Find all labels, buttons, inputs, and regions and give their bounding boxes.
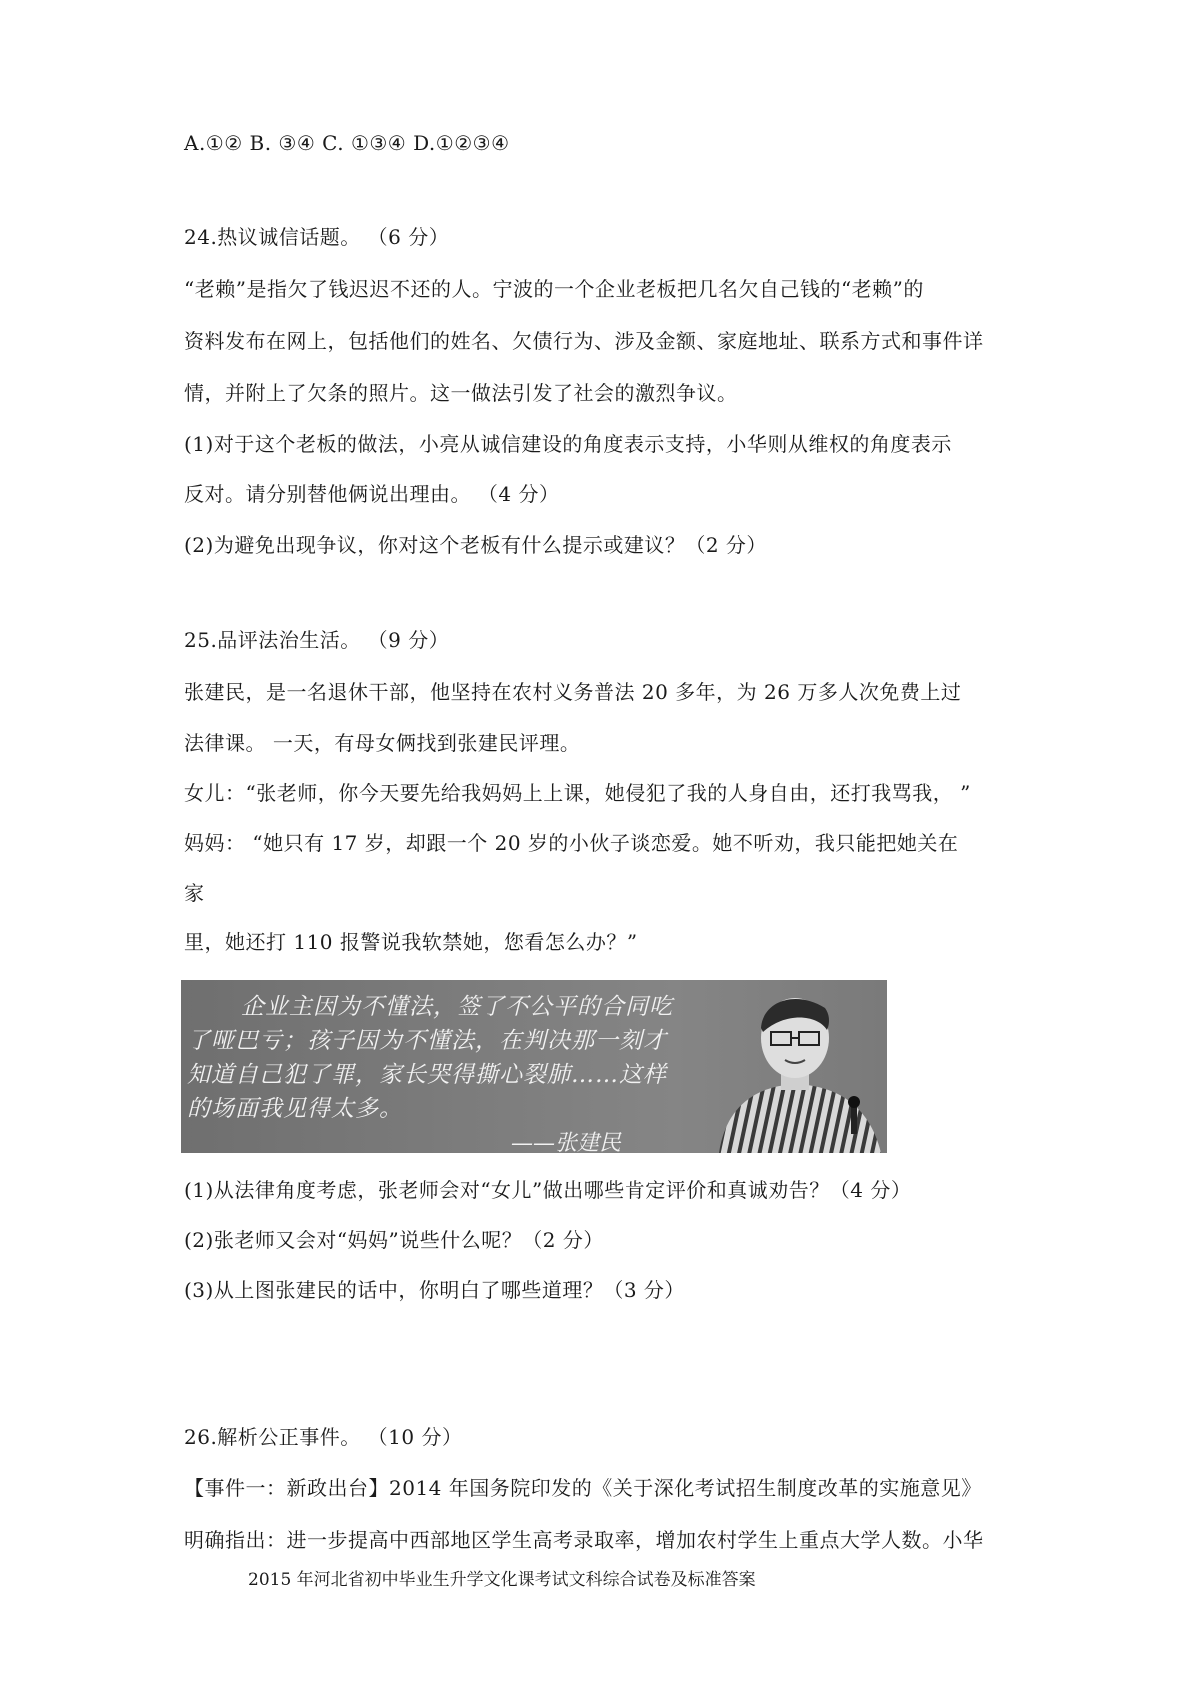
text-line-q24-title: 24.热议诚信话题。 （6 分） — [184, 225, 450, 249]
text-line-q25-s3: (3)从上图张建民的话中，你明白了哪些道理？（3 分） — [184, 1278, 685, 1302]
text-line-q24-p2: 资料发布在网上，包括他们的姓名、欠债行为、涉及金额、家庭地址、联系方式和事件详 — [184, 329, 984, 353]
text-line-q25-p1: 张建民，是一名退休干部，他坚持在农村义务普法 20 多年，为 26 万多人次免费上过 — [184, 680, 962, 704]
text-line-q26-p1: 【事件一：新政出台】2014 年国务院印发的《关于深化考试招生制度改革的实施意见》 — [184, 1476, 982, 1500]
text-line-q24-s1a: (1)对于这个老板的做法，小亮从诚信建设的角度表示支持，小华则从维权的角度表示 — [184, 432, 952, 456]
text-line-options: A.①② B. ③④ C. ①③④ D.①②③④ — [184, 131, 510, 155]
photo-caption-line: 的场面我见得太多。 — [187, 1096, 403, 1122]
photo-signature: ——张建民 — [511, 1131, 622, 1153]
text-line-q25-p4: 妈妈： “她只有 17 岁，却跟一个 20 岁的小伙子谈恋爱。她不听劝，我只能把她关在 — [184, 831, 959, 855]
text-line-q25-title: 25.品评法治生活。 （9 分） — [184, 628, 450, 652]
text-line-q26-title: 26.解析公正事件。 （10 分） — [184, 1425, 463, 1449]
text-line-q25-p2: 法律课。 一天，有母女俩找到张建民评理。 — [184, 731, 581, 755]
photo-caption-line: 知道自己犯了罪，家长哭得撕心裂肺……这样 — [187, 1062, 667, 1088]
text-line-q25-p6: 里，她还打 110 报警说我软禁她，您看怎么办？” — [184, 930, 638, 954]
text-line-q26-p2: 明确指出：进一步提高中西部地区学生高考录取率，增加农村学生上重点大学人数。小华 — [184, 1528, 984, 1552]
text-line-q24-p3: 情，并附上了欠条的照片。这一做法引发了社会的激烈争议。 — [184, 381, 738, 405]
zhang-jianmin-photo — [181, 980, 887, 1153]
text-line-q25-p5: 家 — [184, 881, 205, 905]
photo-caption-line: 企业主因为不懂法，签了不公平的合同吃 — [241, 994, 673, 1020]
text-line-q24-p1: “老赖”是指欠了钱迟迟不还的人。宁波的一个企业老板把几名欠自己钱的“老赖”的 — [184, 277, 924, 301]
text-line-q24-s2: (2)为避免出现争议，你对这个老板有什么提示或建议？（2 分） — [184, 533, 767, 557]
portrait-figure — [701, 986, 887, 1153]
text-line-q24-s1b: 反对。请分别替他俩说出理由。 （4 分） — [184, 482, 560, 506]
text-line-q25-p3: 女儿：“张老师，你今天要先给我妈妈上上课，她侵犯了我的人身自由，还打我骂我， ” — [184, 781, 971, 805]
photo-caption-line: 了哑巴亏；孩子因为不懂法，在判决那一刻才 — [187, 1028, 667, 1054]
page-footer: 2015 年河北省初中毕业生升学文化课考试文科综合试卷及标准答案 — [248, 1570, 756, 1590]
text-line-q25-s2: (2)张老师又会对“妈妈”说些什么呢？（2 分） — [184, 1228, 604, 1252]
text-line-q25-s1: (1)从法律角度考虑，张老师会对“女儿”做出哪些肯定评价和真诚劝告？（4 分） — [184, 1178, 912, 1202]
